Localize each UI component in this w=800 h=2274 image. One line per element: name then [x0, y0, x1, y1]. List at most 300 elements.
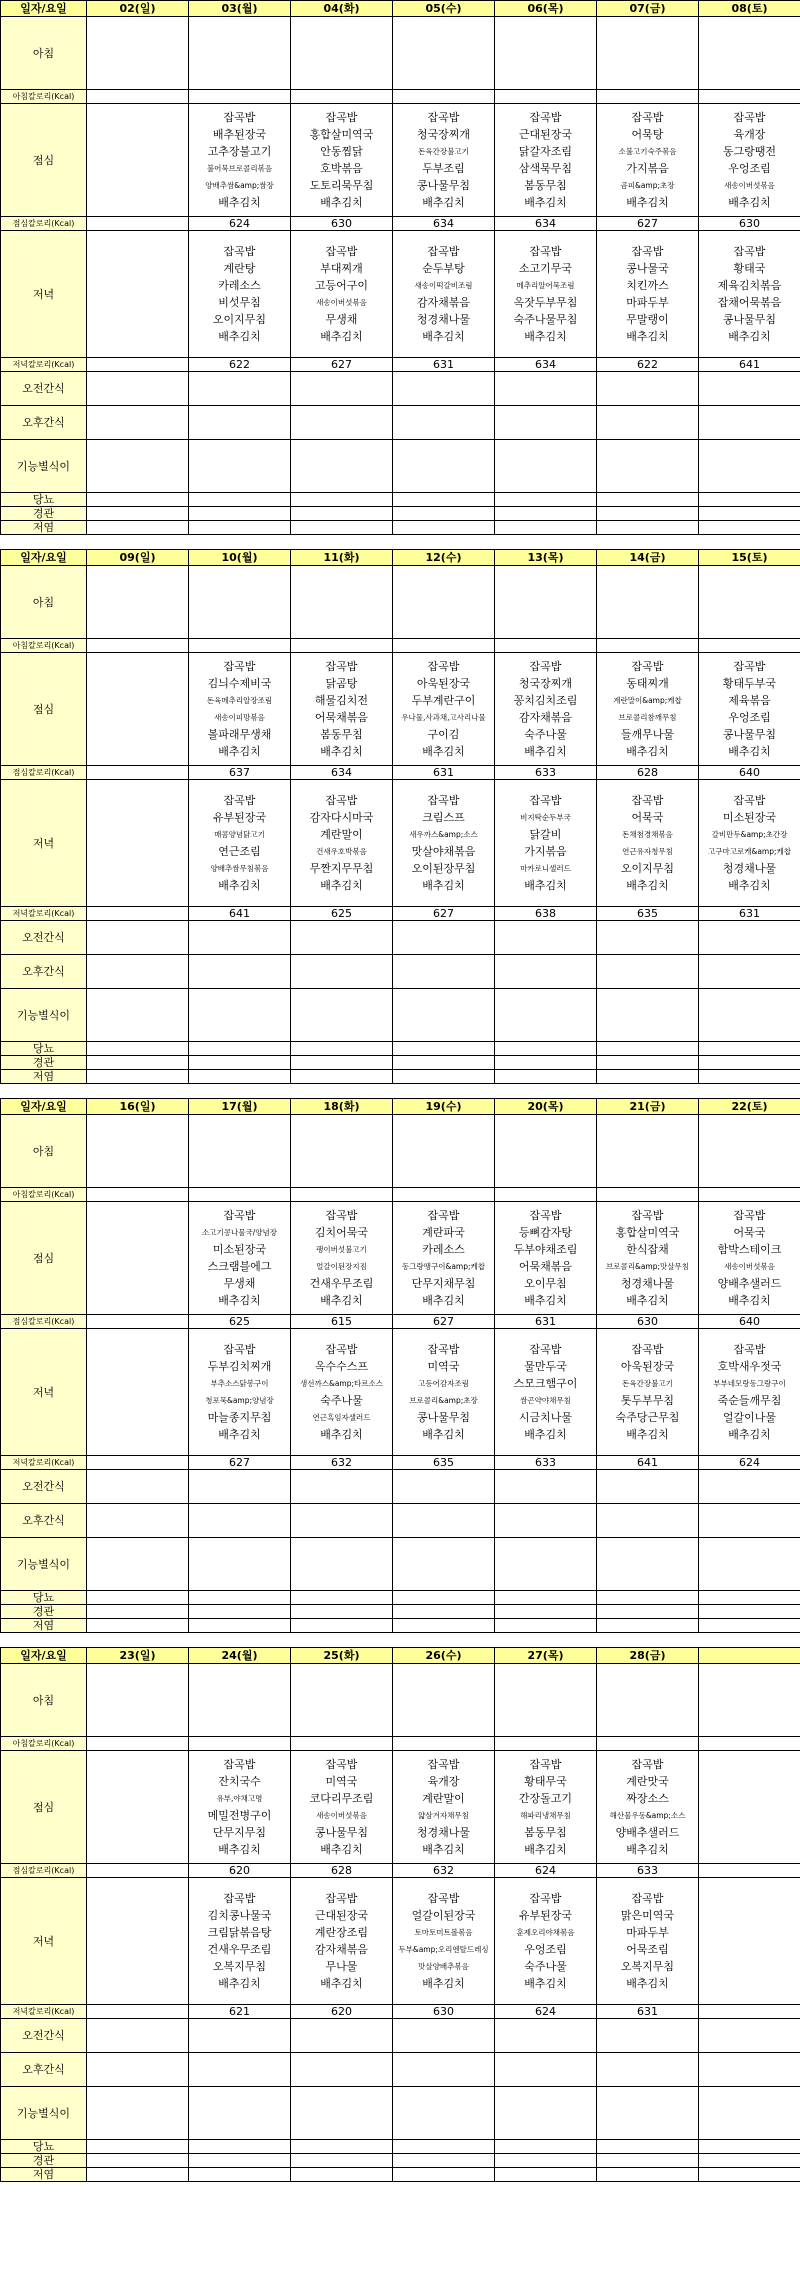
- diabetic-cell: [393, 2140, 495, 2154]
- functional-diet-label: 기능별식이: [1, 440, 87, 493]
- menu-item: 배추김치: [218, 330, 261, 343]
- menu-item: 계란말이: [422, 1792, 465, 1805]
- lunch-menu: [495, 659, 596, 759]
- menu-item: 아욱된장국: [416, 677, 471, 690]
- low-salt-row: [1, 1070, 800, 1084]
- functional-diet-cell: [291, 1538, 393, 1591]
- lunch-menu: [189, 659, 290, 759]
- menu-item: 김치어묵국: [314, 1226, 369, 1239]
- tube-feeding-cell: [291, 507, 393, 521]
- lunch-menu: [495, 1757, 596, 1857]
- lunch-cell: [291, 653, 393, 766]
- pm-snack-cell: [189, 1504, 291, 1538]
- lunch-calorie-value: 633: [495, 766, 597, 780]
- dinner-calorie-value: 621: [189, 2005, 291, 2019]
- lunch-calorie-label: 점심칼로리(Kcal): [1, 217, 87, 231]
- lunch-cell: [393, 653, 495, 766]
- menu-item: 우엉조림: [728, 711, 771, 724]
- menu-item: 해파리냉채무침: [520, 1811, 571, 1820]
- menu-item: 황태두부국: [722, 677, 777, 690]
- breakfast-label: 아침: [1, 17, 87, 90]
- am-snack-cell: [189, 372, 291, 406]
- low-salt-cell: [393, 521, 495, 535]
- menu-item: 돈육간장불고기: [622, 1379, 673, 1388]
- diabetic-cell: [291, 1042, 393, 1056]
- am-snack-cell: [291, 1470, 393, 1504]
- dinner-cell: [291, 231, 393, 358]
- menu-item: 새송이버섯볶음: [724, 1262, 775, 1271]
- lunch-cell: [699, 1751, 800, 1864]
- day-header: 27(목): [495, 1648, 597, 1664]
- day-header: 13(목): [495, 550, 597, 566]
- day-header: 23(일): [87, 1648, 189, 1664]
- am-snack-cell: [291, 372, 393, 406]
- menu-item: 아욱된장국: [620, 1360, 675, 1373]
- day-header: 10(월): [189, 550, 291, 566]
- menu-item: 생선까스&amp;타르소스: [300, 1379, 383, 1388]
- menu-item: 감자다시마국: [309, 811, 374, 824]
- diabetic-cell: [87, 1042, 189, 1056]
- lunch-menu: [393, 110, 494, 210]
- menu-item: 유부된장국: [518, 1909, 573, 1922]
- menu-item: 잡곡밥: [325, 111, 358, 124]
- dinner-calorie-value: 620: [291, 2005, 393, 2019]
- menu-item: 잡곡밥: [325, 245, 358, 258]
- am-snack-label: 오전간식: [1, 372, 87, 406]
- diabetic-label: 당뇨: [1, 1042, 87, 1056]
- menu-item: 배추김치: [524, 330, 567, 343]
- menu-item: 유부된장국: [212, 811, 267, 824]
- diabetic-row: [1, 493, 800, 507]
- dinner-menu: [291, 1342, 392, 1442]
- menu-item: 배추김치: [728, 745, 771, 758]
- breakfast-calorie-cell: [495, 639, 597, 653]
- dinner-menu: [291, 1891, 392, 1991]
- menu-item: 우엉조림: [728, 162, 771, 175]
- menu-item: 배추김치: [626, 1977, 669, 1990]
- lunch-label: 점심: [1, 1751, 87, 1864]
- diabetic-cell: [393, 493, 495, 507]
- menu-item: 갈비만두&amp;초간장: [711, 830, 788, 839]
- pm-snack-cell: [189, 406, 291, 440]
- menu-item: 새송이피망볶음: [214, 713, 265, 722]
- breakfast-calorie-cell: [699, 1188, 800, 1202]
- menu-item: 동태찌개: [626, 677, 669, 690]
- menu-item: 오이무침: [524, 1277, 567, 1290]
- functional-diet-cell: [495, 2087, 597, 2140]
- breakfast-calorie-cell: [291, 1737, 393, 1751]
- diabetic-cell: [87, 493, 189, 507]
- menu-item: 브로콜리&amp;맛살무침: [606, 1262, 689, 1271]
- low-salt-cell: [291, 1070, 393, 1084]
- dinner-cell: [393, 1878, 495, 2005]
- menu-item: 오이된장무침: [411, 862, 476, 875]
- dinner-menu: [699, 793, 800, 893]
- breakfast-cell: [189, 1115, 291, 1188]
- lunch-row: [1, 104, 800, 217]
- menu-item: 비지탁순두부국: [520, 813, 571, 822]
- diabetic-cell: [699, 1591, 800, 1605]
- lunch-calorie-value: 628: [291, 1864, 393, 1878]
- diabetic-cell: [393, 1591, 495, 1605]
- dinner-calorie-label: 저녁칼로리(Kcal): [1, 2005, 87, 2019]
- lunch-calorie-value: [87, 1864, 189, 1878]
- lunch-calorie-value: 633: [597, 1864, 699, 1878]
- tube-feeding-cell: [495, 1605, 597, 1619]
- tube-feeding-cell: [495, 507, 597, 521]
- lunch-cell: [699, 653, 800, 766]
- pm-snack-cell: [699, 955, 800, 989]
- menu-item: 숙주나물: [320, 1394, 363, 1407]
- tube-feeding-cell: [87, 1056, 189, 1070]
- day-header: 14(금): [597, 550, 699, 566]
- header-row: [1, 1, 800, 17]
- menu-item: 오복지무침: [212, 1960, 267, 1973]
- lunch-calorie-value: 631: [495, 1315, 597, 1329]
- menu-item: 동그랑땡구이&amp;케찹: [402, 1262, 485, 1271]
- breakfast-cell: [87, 566, 189, 639]
- dinner-menu: [393, 1891, 494, 1991]
- functional-diet-cell: [87, 989, 189, 1042]
- week-table: [0, 1647, 800, 2182]
- breakfast-cell: [87, 17, 189, 90]
- am-snack-cell: [597, 372, 699, 406]
- tube-feeding-cell: [495, 1056, 597, 1070]
- menu-item: 잡곡밥: [223, 245, 256, 258]
- dinner-menu: [699, 244, 800, 344]
- pm-snack-cell: [189, 2053, 291, 2087]
- menu-item: 톳두부무침: [620, 1394, 675, 1407]
- menu-item: 두부계란구이: [411, 694, 476, 707]
- dinner-calorie-value: 624: [699, 1456, 800, 1470]
- dinner-cell: [393, 780, 495, 907]
- menu-item: 코다리무조림: [309, 1792, 374, 1805]
- day-header: 17(월): [189, 1099, 291, 1115]
- dinner-calorie-value: [699, 2005, 800, 2019]
- breakfast-label: 아침: [1, 566, 87, 639]
- am-snack-cell: [699, 2019, 800, 2053]
- menu-item: 볼파래무생채: [207, 728, 272, 741]
- lunch-calorie-row: [1, 1315, 800, 1329]
- am-snack-cell: [495, 1470, 597, 1504]
- menu-item: 부추소스닭봉구이: [210, 1379, 269, 1388]
- lunch-calorie-value: 625: [189, 1315, 291, 1329]
- dinner-menu: [189, 244, 290, 344]
- menu-item: 청경채나물: [416, 1826, 471, 1839]
- tube-feeding-row: [1, 1056, 800, 1070]
- menu-item: 안동찜닭: [320, 145, 363, 158]
- menu-item: 배추김치: [524, 1843, 567, 1856]
- day-header: 03(월): [189, 1, 291, 17]
- day-header: 26(수): [393, 1648, 495, 1664]
- breakfast-calorie-cell: [393, 90, 495, 104]
- tube-feeding-row: [1, 1605, 800, 1619]
- menu-item: 배추김치: [626, 1428, 669, 1441]
- am-snack-cell: [87, 1470, 189, 1504]
- am-snack-cell: [699, 372, 800, 406]
- menu-item: 해물김치전: [314, 694, 369, 707]
- menu-item: 메추리알어묵조림: [516, 281, 575, 290]
- lunch-cell: [189, 653, 291, 766]
- low-salt-cell: [393, 1070, 495, 1084]
- menu-item: 양배추쌈&amp;쌈장: [205, 181, 274, 190]
- low-salt-label: 저염: [1, 521, 87, 535]
- menu-item: 어묵조림: [626, 1943, 669, 1956]
- breakfast-row: [1, 566, 800, 639]
- dinner-menu: [597, 1342, 698, 1442]
- lunch-menu: [189, 110, 290, 210]
- am-snack-cell: [597, 921, 699, 955]
- menu-item: 잡곡밥: [427, 1343, 460, 1356]
- menu-item: 잡곡밥: [223, 1758, 256, 1771]
- dinner-calorie-value: 635: [393, 1456, 495, 1470]
- menu-item: 건새우무조림: [309, 1277, 374, 1290]
- menu-item: 계란말이&amp;케찹: [613, 696, 682, 705]
- menu-item: 잡곡밥: [325, 1343, 358, 1356]
- breakfast-calorie-cell: [699, 1737, 800, 1751]
- breakfast-calorie-cell: [87, 1737, 189, 1751]
- menu-item: 얇삼겨자채무침: [418, 1811, 469, 1820]
- pm-snack-cell: [495, 1504, 597, 1538]
- diabetic-cell: [495, 1591, 597, 1605]
- dinner-menu: [495, 244, 596, 344]
- dinner-menu: [189, 1891, 290, 1991]
- menu-item: 소불고기숙주볶음: [618, 147, 677, 156]
- menu-item: 연근유자청무침: [622, 847, 673, 856]
- menu-item: 쌈곤약야채무침: [520, 1396, 571, 1405]
- dinner-calorie-value: 638: [495, 907, 597, 921]
- menu-item: 두부조림: [422, 162, 465, 175]
- dinner-menu: [393, 1342, 494, 1442]
- dinner-calorie-value: 625: [291, 907, 393, 921]
- menu-item: 고등어구이: [314, 279, 369, 292]
- lunch-calorie-row: [1, 766, 800, 780]
- menu-item: 잡곡밥: [325, 1758, 358, 1771]
- lunch-menu: [189, 1757, 290, 1857]
- breakfast-calorie-cell: [495, 1188, 597, 1202]
- breakfast-calorie-cell: [189, 1188, 291, 1202]
- dinner-calorie-value: 631: [597, 2005, 699, 2019]
- menu-item: 브로콜리&amp;초장: [409, 1396, 478, 1405]
- diabetic-row: [1, 2140, 800, 2154]
- menu-item: 단무지채무침: [411, 1277, 476, 1290]
- menu-item: 비섯무침: [218, 296, 261, 309]
- breakfast-cell: [699, 17, 800, 90]
- breakfast-calorie-cell: [597, 639, 699, 653]
- menu-item: 마카로니샐러드: [520, 864, 571, 873]
- dinner-cell: [291, 1878, 393, 2005]
- menu-item: 배추김치: [626, 745, 669, 758]
- menu-item: 고등어감자조림: [418, 1379, 469, 1388]
- menu-item: 두부김치찌개: [207, 1360, 272, 1373]
- day-header: 18(화): [291, 1099, 393, 1115]
- tube-feeding-cell: [393, 507, 495, 521]
- lunch-calorie-value: 637: [189, 766, 291, 780]
- breakfast-cell: [87, 1115, 189, 1188]
- dinner-cell: [699, 780, 800, 907]
- am-snack-cell: [189, 921, 291, 955]
- diabetic-cell: [699, 493, 800, 507]
- pm-snack-cell: [393, 955, 495, 989]
- menu-item: 짜장소스: [626, 1792, 669, 1805]
- tube-feeding-cell: [393, 1056, 495, 1070]
- lunch-cell: [495, 1202, 597, 1315]
- menu-item: 배추김치: [422, 330, 465, 343]
- lunch-menu: [291, 1208, 392, 1308]
- dinner-menu: [597, 1891, 698, 1991]
- menu-item: 닭갈자조림: [518, 145, 573, 158]
- low-salt-cell: [189, 1070, 291, 1084]
- lunch-calorie-value: 627: [393, 1315, 495, 1329]
- breakfast-label: 아침: [1, 1664, 87, 1737]
- menu-item: 간장돌고기: [518, 1792, 573, 1805]
- lunch-calorie-value: 640: [699, 1315, 800, 1329]
- diabetic-cell: [495, 1042, 597, 1056]
- tube-feeding-cell: [189, 1605, 291, 1619]
- menu-item: 배추김치: [422, 1428, 465, 1441]
- menu-item: 연근조림: [218, 845, 261, 858]
- tube-feeding-cell: [597, 1605, 699, 1619]
- tube-feeding-label: 경관: [1, 1605, 87, 1619]
- pm-snack-row: [1, 2053, 800, 2087]
- dinner-calorie-value: 632: [291, 1456, 393, 1470]
- day-header: 15(토): [699, 550, 800, 566]
- am-snack-cell: [87, 372, 189, 406]
- menu-item: 배추김치: [320, 1428, 363, 1441]
- date-label: 일자/요일: [1, 550, 87, 566]
- menu-item: 고구마고로케&amp;케찹: [708, 847, 791, 856]
- dinner-cell: [87, 1878, 189, 2005]
- dinner-calorie-value: 641: [189, 907, 291, 921]
- functional-diet-cell: [189, 1538, 291, 1591]
- lunch-cell: [495, 104, 597, 217]
- day-header: 11(화): [291, 550, 393, 566]
- menu-item: 잡곡밥: [325, 1892, 358, 1905]
- menu-item: 꽁치김치조림: [513, 694, 578, 707]
- diabetic-cell: [189, 493, 291, 507]
- breakfast-calorie-cell: [597, 1188, 699, 1202]
- menu-item: 잡곡밥: [427, 1209, 460, 1222]
- lunch-menu: [495, 110, 596, 210]
- menu-item: 어묵탕: [631, 128, 664, 141]
- am-snack-cell: [597, 1470, 699, 1504]
- menu-item: 배추김치: [728, 879, 771, 892]
- menu-item: 잡곡밥: [733, 1343, 766, 1356]
- menu-item: 잡곡밥: [223, 1892, 256, 1905]
- menu-item: 콩나물국: [626, 262, 669, 275]
- menu-item: 감자채볶음: [518, 711, 573, 724]
- breakfast-calorie-row: [1, 1188, 800, 1202]
- low-salt-cell: [597, 521, 699, 535]
- menu-item: 연근흑임자샐러드: [312, 1413, 371, 1422]
- functional-diet-cell: [495, 440, 597, 493]
- am-snack-cell: [291, 2019, 393, 2053]
- lunch-cell: [189, 1202, 291, 1315]
- menu-item: 들깨무나물: [620, 728, 675, 741]
- menu-item: 잡곡밥: [631, 794, 664, 807]
- breakfast-calorie-cell: [495, 90, 597, 104]
- menu-item: 가지볶음: [626, 162, 669, 175]
- lunch-calorie-row: [1, 1864, 800, 1878]
- dinner-cell: [189, 780, 291, 907]
- am-snack-label: 오전간식: [1, 921, 87, 955]
- menu-item: 돈육메추리알장조림: [206, 696, 273, 705]
- menu-item: 잡곡밥: [223, 794, 256, 807]
- dinner-menu: [189, 1342, 290, 1442]
- lunch-label: 점심: [1, 653, 87, 766]
- low-salt-cell: [495, 1070, 597, 1084]
- dinner-row: [1, 1878, 800, 2005]
- diabetic-cell: [699, 2140, 800, 2154]
- menu-item: 감자채볶음: [314, 1943, 369, 1956]
- menu-item: 김늬수제비국: [207, 677, 272, 690]
- am-snack-cell: [189, 2019, 291, 2053]
- menu-item: 구이김: [427, 728, 460, 741]
- menu-item: 스모크햄구이: [513, 1377, 578, 1390]
- tube-feeding-cell: [189, 2154, 291, 2168]
- menu-item: 홍합살미역국: [615, 1226, 680, 1239]
- diabetic-label: 당뇨: [1, 1591, 87, 1605]
- functional-diet-cell: [87, 1538, 189, 1591]
- menu-item: 청경채나물: [416, 313, 471, 326]
- diabetic-cell: [393, 1042, 495, 1056]
- breakfast-calorie-cell: [87, 639, 189, 653]
- diabetic-cell: [87, 1591, 189, 1605]
- dinner-calorie-label: 저녁칼로리(Kcal): [1, 358, 87, 372]
- menu-item: 배추김치: [320, 196, 363, 209]
- menu-item: 숙주당근무침: [615, 1411, 680, 1424]
- menu-item: 무생채: [223, 1277, 256, 1290]
- diabetic-cell: [291, 1591, 393, 1605]
- menu-item: 두부야채조림: [513, 1243, 578, 1256]
- breakfast-label: 아침: [1, 1115, 87, 1188]
- pm-snack-cell: [495, 955, 597, 989]
- dinner-cell: [495, 231, 597, 358]
- functional-diet-cell: [597, 2087, 699, 2140]
- low-salt-cell: [189, 2168, 291, 2182]
- menu-item: 잡곡밥: [733, 111, 766, 124]
- lunch-calorie-value: 615: [291, 1315, 393, 1329]
- breakfast-cell: [597, 1664, 699, 1737]
- menu-item: 잡곡밥: [325, 660, 358, 673]
- menu-item: 어묵채볶음: [314, 711, 369, 724]
- diabetic-row: [1, 1591, 800, 1605]
- lunch-calorie-value: 624: [495, 1864, 597, 1878]
- dinner-calorie-row: [1, 1456, 800, 1470]
- breakfast-cell: [597, 566, 699, 639]
- breakfast-calorie-cell: [699, 90, 800, 104]
- functional-diet-cell: [495, 989, 597, 1042]
- menu-item: 삼색묵무침: [518, 162, 573, 175]
- am-snack-cell: [699, 1470, 800, 1504]
- pm-snack-cell: [393, 1504, 495, 1538]
- menu-item: 잡곡밥: [325, 794, 358, 807]
- day-header: 20(목): [495, 1099, 597, 1115]
- low-salt-row: [1, 1619, 800, 1633]
- menu-item: 건새우무조림: [207, 1943, 272, 1956]
- day-header: 05(수): [393, 1, 495, 17]
- low-salt-label: 저염: [1, 1070, 87, 1084]
- dinner-row: [1, 780, 800, 907]
- menu-item: 제육김치볶음: [717, 279, 782, 292]
- low-salt-row: [1, 521, 800, 535]
- lunch-calorie-value: 624: [189, 217, 291, 231]
- breakfast-cell: [597, 1115, 699, 1188]
- menu-item: 잡곡밥: [427, 660, 460, 673]
- lunch-calorie-value: 630: [291, 217, 393, 231]
- menu-item: 닭곰탕: [325, 677, 358, 690]
- lunch-calorie-value: 631: [393, 766, 495, 780]
